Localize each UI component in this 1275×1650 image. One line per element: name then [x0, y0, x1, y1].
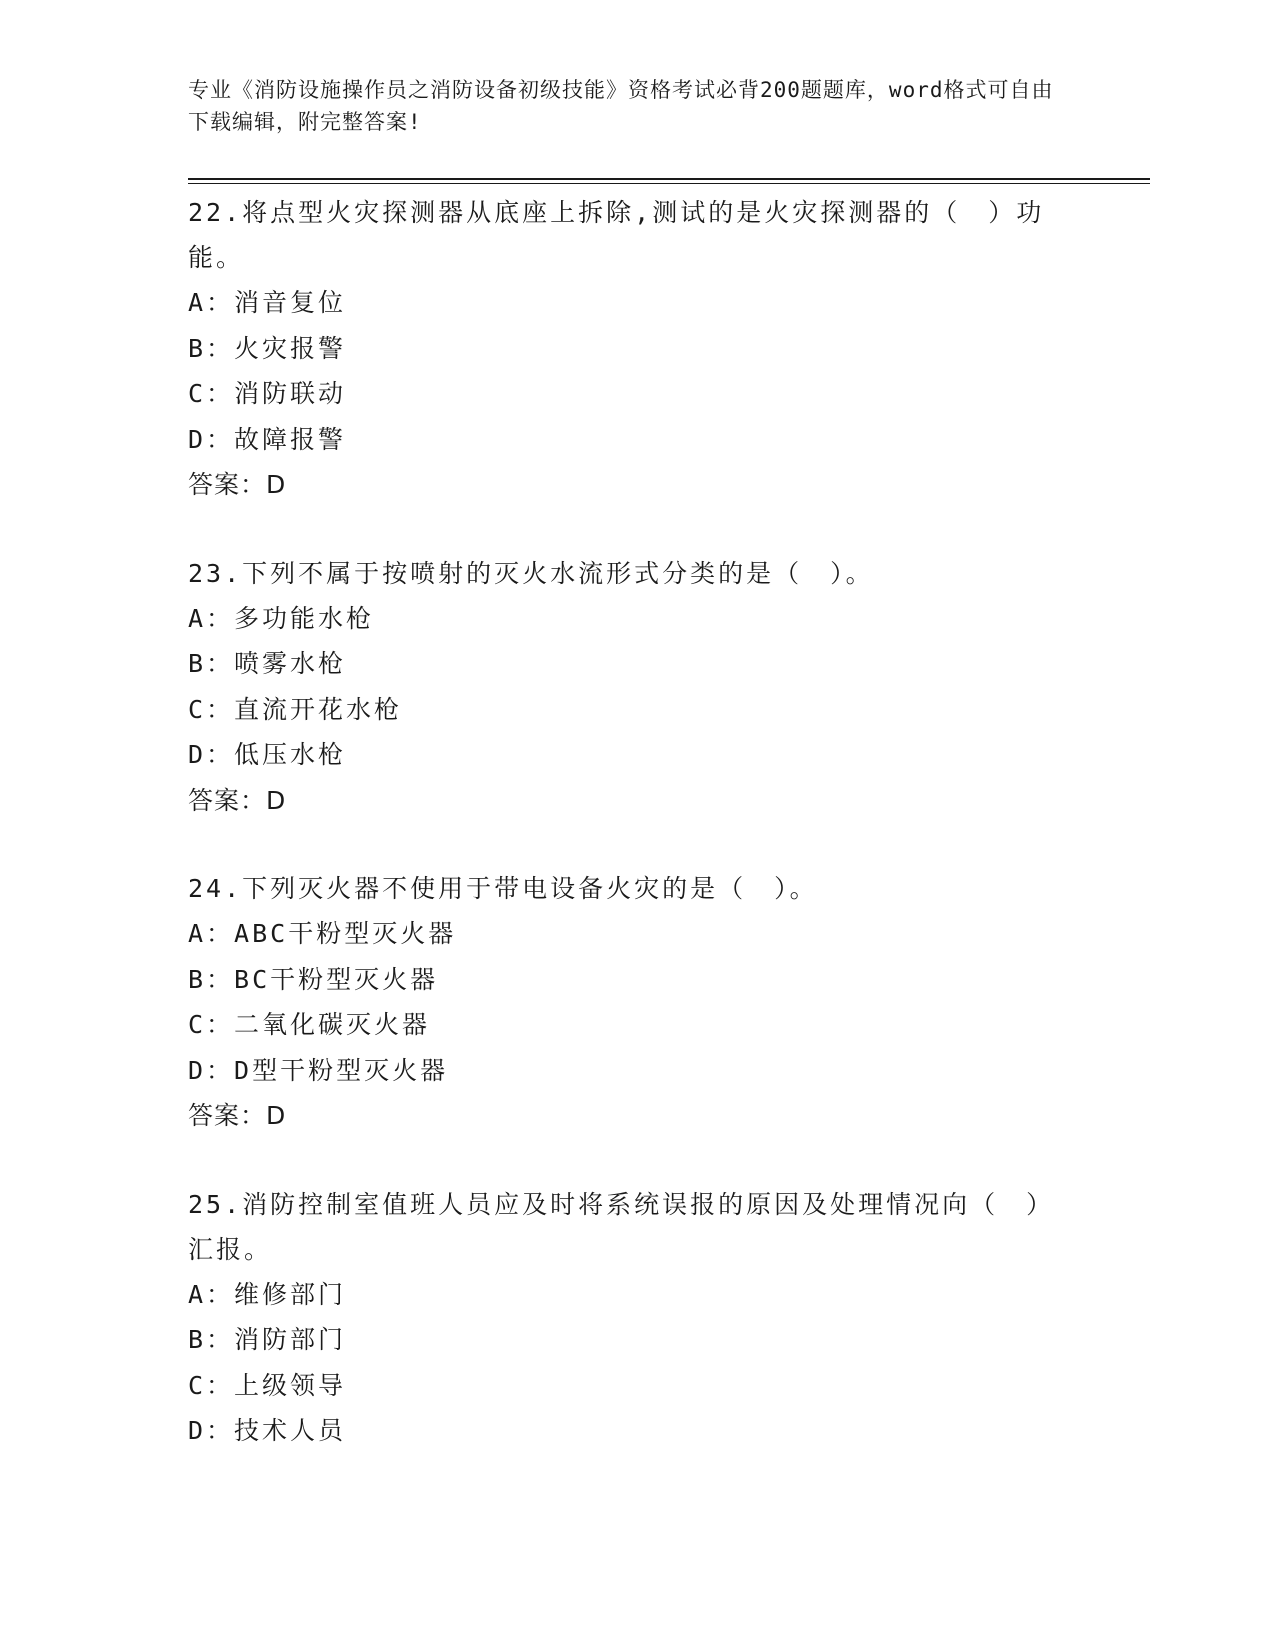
answer-line: 答案：D [188, 470, 287, 499]
option-a: A：维修部门 [188, 1279, 347, 1309]
document-intro: 专业《消防设施操作员之消防设备初级技能》资格考试必背200题题库，word格式可自由下载编辑，附完整答案! [188, 78, 1054, 134]
option-a: A：消音复位 [188, 288, 347, 317]
question-list [188, 190, 1068, 1497]
answer-line: 答案：D [188, 1101, 287, 1130]
option-c: C：直流开花水枪 [188, 694, 403, 724]
option-d: D：技术人员 [188, 1416, 347, 1445]
header-divider-thin [188, 183, 1150, 184]
option-a: A：多功能水枪 [188, 603, 375, 633]
option-a: A：ABC干粉型灭火器 [188, 919, 457, 948]
question-stem: 24.下列灭火器不使用于带电设备火灾的是（ ）。 [188, 874, 818, 903]
question-22 [188, 190, 1068, 508]
option-b: B：火灾报警 [188, 333, 347, 363]
question-stem: 23.下列不属于按喷射的灭火水流形式分类的是（ ）。 [188, 558, 874, 588]
option-b: B：BC干粉型灭火器 [188, 964, 439, 994]
option-d: D：低压水枪 [188, 740, 347, 769]
answer-line: 答案：D [188, 785, 287, 815]
question-25 [188, 1182, 1068, 1454]
option-b: B：消防部门 [188, 1325, 347, 1354]
option-b: B：喷雾水枪 [188, 649, 347, 678]
question-stem: 22.将点型火灾探测器从底座上拆除,测试的是火灾探测器的（ ）功能。 [188, 198, 1045, 272]
option-c: C：消防联动 [188, 379, 347, 408]
question-24 [188, 866, 1068, 1139]
option-c: C：上级领导 [188, 1370, 347, 1400]
header-divider-thick [188, 178, 1150, 180]
option-c: C：二氧化碳灭火器 [188, 1010, 431, 1039]
option-d: D：D型干粉型灭火器 [188, 1055, 449, 1085]
option-d: D：故障报警 [188, 424, 347, 454]
question-23 [188, 551, 1068, 824]
question-stem: 25.消防控制室值班人员应及时将系统误报的原因及处理情况向（ ）汇报。 [188, 1189, 1055, 1264]
